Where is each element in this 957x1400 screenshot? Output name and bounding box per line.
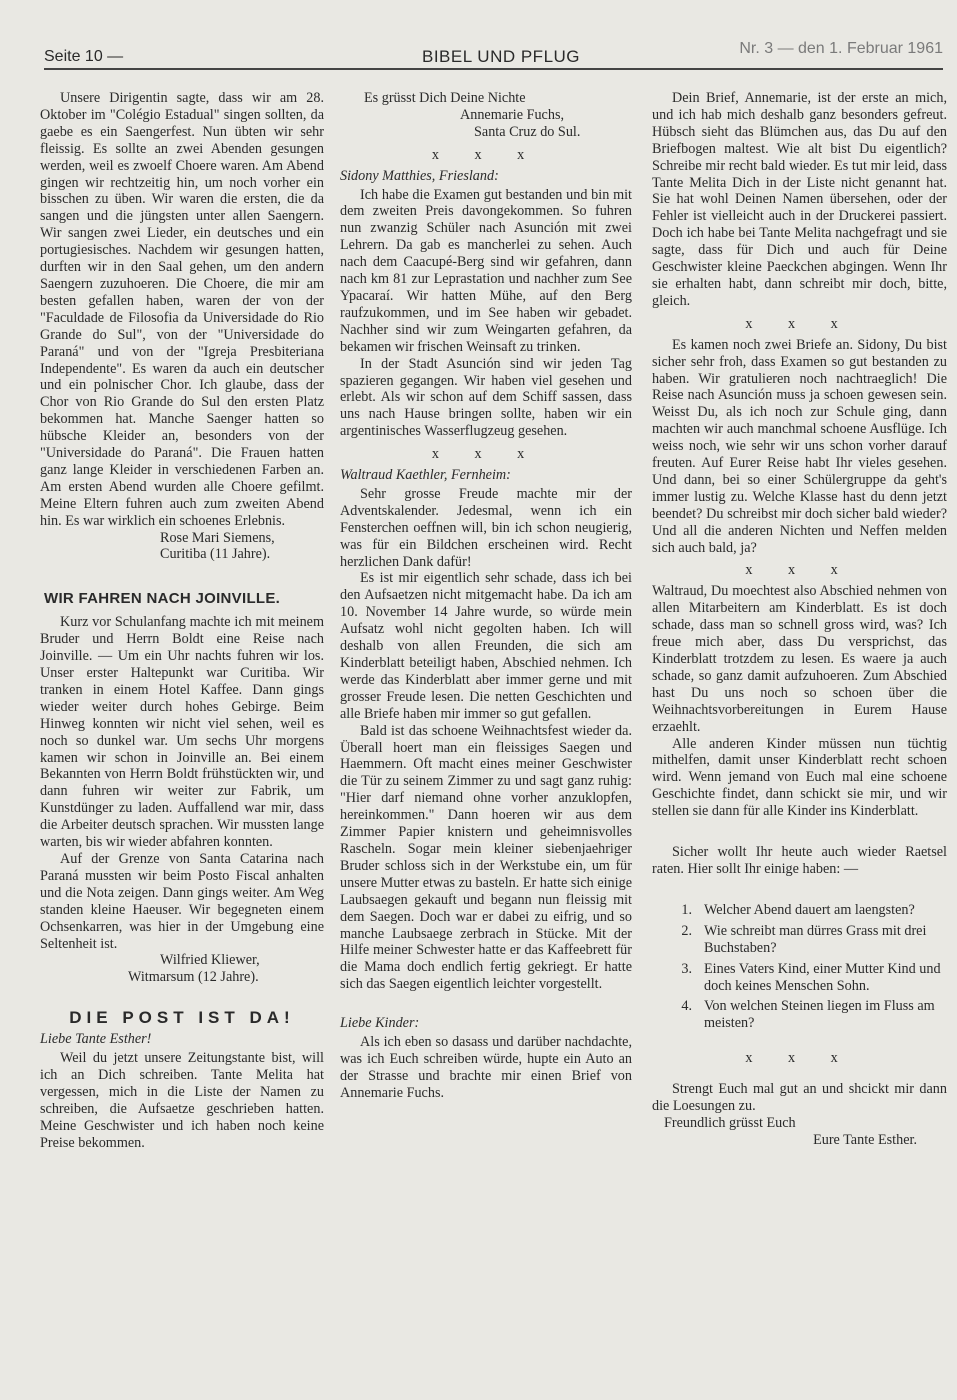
greeting-name: Annemarie Fuchs,	[460, 106, 565, 123]
letter-waltraud-1: Sehr grosse Freude machte mir der Adventskalender. Jedesmal, wenn ich ein Fensterchen oeffnen will, bin ich schon neugierig, was für ein Bildchen erscheinen wird. Recht herzlichen Dank dafür!	[340, 485, 632, 570]
story-saengerfest: Unsere Dirigentin sagte, dass wir am 28. Oktober im "Colégio Estadual" singen sollten, da gaebe es ein Saengerfest. Nun übten wir sehr fleissig. Es sollte an zwei Abenden gesungen werden, weil es zwoelf Choere waren. Am Abend gingen wir rechtzeitig hin, um noch vorher ein bisschen zu üben. Wir waren die ersten, die da sangen und die jüngsten unter allen Saengern. Wir sangen zwei Lieder, ein deutsches und ein portugiesisches. Nachdem wir gesungen hatten, durften wir in den Saal gehen, um den andern Saengern zuzuhoeren. Die Choere, die mir am besten gefallen haben, waren der von der "Faculdade de Filosofia da Universidade do Rio Grande do Sul", von der "Universidade do Paraná" und von der "Igreja Presbiteriana Independente". Es waren da auch ein deutscher und ein polnischer Chor. Ich glaube, dass der Chor von Rio Grande do Sul den ersten Platz bekommen hat. Manche Saenger hatten so hübsche Kleider an, besonders von der "Universidade do Paraná". Die Frauen hatten ganz lange Kleider in verschiedenen Farben an. Am ersten Abend wurden alle Choere gefilmt. Meine Eltern fuhren auch zum zweiten Abend hin. Es war wirklich ein schoenes Erlebnis.	[40, 90, 324, 529]
letter-waltraud-2: Es ist mir eigentlich sehr schade, dass ich bei den Aufsaetzen nicht mitgemacht habe. Da ich am 10. November 14 Jahre wurde, so würde mein Aufsatz wohl nicht gegolten haben. Ich will deshalb von allen Freunden, die sich am Kinderblatt beteiligt haben, Abschied nehmen. Ich werde das Kinderblatt aber immer gerne und mit grosser Freude lesen. Die netten Geschichten und alle Briefe haben mir immer so gut gefallen.	[340, 570, 632, 722]
letter-sidony-2: In der Stadt Asunción sind wir jeden Tag spazieren gegangen. Wir haben viel gesehen und erlebt. Als wir schon auf dem Schiff sassen, dass uns nach Hause bringen sollte, haben wir ein argentinisches Wasserflugzeug gesehen.	[340, 355, 632, 440]
riddle-item: 4. Von welchen Steinen liegen im Fluss am meisten?	[681, 998, 935, 1032]
separator: x x x	[745, 1050, 854, 1067]
letter-sidony: Ich habe die Examen gut bestanden und bin mit dem zweiten Preis davongekommen. So fuhren nun zwanzig Schüler nach Asunción mit zwei Lehrern. Da gab es mancherlei zu sehen. Auch nach dem Caacupé-Berg sind wir gefahren, dann nach km 81 zur Leprastation und nachher zum See Ypacaraí. Wir hatten Mühe, auf den Berg raufzukommen, und im See haben wir gebadet. Nachher sind wir zum Weingarten gefahren, da bekamen wir frischen Weinsaft zu trinken.	[340, 186, 632, 355]
salutation-kinder: Liebe Kinder:	[340, 1015, 420, 1032]
reply-all-children: Alle anderen Kinder müssen nun tüchtig mithelfen, damit unser Kinderblatt recht schoen wird. Wenn jemand von Euch mal eine schoene Geschichte findet, dann schickt sie mir, und wir stellen sie dann für alle Kinder ins Kinderblatt.	[652, 735, 947, 820]
heading-joinville: WIR FAHREN NACH JOINVILLE.	[44, 590, 281, 608]
reply-waltraud: Waltraud, Du moechtest also Abschied nehmen von allen Mitarbeitern am Kinderblatt. Es ist doch schade, dass man so schnell gross wird, was? Ich freue mich aber, dass Du versprichst, das Kinderblatt trotzdem zu lesen. Es waere ja auch schade, so ganz damit aufzuhoeren. Zum Abschied hast Du uns noch so schoen über die Weihnachtsvorbereitungen in Eurem Hause erzaehlt.	[652, 583, 947, 735]
signature-name: Rose Mari Siemens,	[160, 529, 275, 546]
issue-date: Nr. 3 — den 1. Februar 1961	[739, 40, 943, 57]
reply-intro: Als ich eben so dasass und darüber nachdachte, was ich Euch schreiben würde, hupte ein Auto an der Strasse und brachte mir einen Brief von Annemarie Fuchs.	[340, 1034, 632, 1101]
salutation: Liebe Tante Esther!	[40, 1031, 152, 1048]
sender-sidony: Sidony Matthies, Friesland:	[340, 167, 499, 184]
story-joinville-p1: Kurz vor Schulanfang machte ich mit meinem Bruder und Herrn Boldt eine Reise nach Joinville. — Um ein Uhr nachts fuhren wir los. Unser erster Haltepunkt war Curitiba. Wir tranken in einem Hotel Kaffee. Dann gings wieder weiter durch hohes Gebirge. Beim Hinweg konnten wir nicht viel sehen, weil es noch so dunkel war. Um sechs Uhr morgens kamen wir schon in Joinville an. Bei einem Bekannten von Herrn Boldt frühstückten wir, und dann fuhren wir weiter zur Fabrik, um Kunstdünger zu laden. Auffallend war mir, dass die Arbeiter deutsch sprachen. Wir mussten lange warten, bis wir wieder abfahren konnten.	[40, 614, 324, 851]
separator: x x x	[745, 315, 854, 332]
greeting-place: Santa Cruz do Sul.	[474, 123, 581, 140]
riddle-item: 2. Wie schreibt man dürres Grass mit drei Buchstaben?	[681, 922, 927, 956]
column-2	[340, 90, 632, 1102]
column-1	[40, 90, 324, 1151]
separator: x x x	[431, 146, 541, 163]
page-number: Seite 10 —	[44, 48, 124, 65]
page-header	[44, 40, 943, 70]
header-rule	[44, 68, 943, 70]
story-joinville-p2: Auf der Grenze von Santa Catarina nach Paraná mussten wir beim Posto Fiscal anhalten und die Nota zeigen. Dann gings weiter. Am Weg standen kleine Haeuser. Wir begegneten einem Ochsenkarren, was hier in der Umgebung eine Seltenheit ist.	[40, 850, 324, 952]
riddle-intro: Sicher wollt Ihr heute auch wieder Raetsel raten. Hier sollt Ihr einige haben: —	[652, 844, 947, 877]
sender-waltraud: Waltraud Kaethler, Fernheim:	[340, 467, 511, 484]
riddle-list	[652, 902, 947, 1032]
signature-name: Wilfried Kliewer,	[160, 952, 260, 969]
closing-greeting: Freundlich grüsst Euch	[664, 1114, 796, 1131]
closing-text: Strengt Euch mal gut an und shcickt mir dann die Loesungen zu.	[652, 1081, 947, 1115]
letter-waltraud-3: Bald ist das schoene Weihnachtsfest wieder da. Überall hoert man ein fleissiges Saegen und Haemmern. Oft macht eines meiner Geschwister die Tür zu seinem Zimmer zu und sagt ganz ruhig: "Hier darf niemand ohne vorher anzuklopfen, hereinkommen." Dann hoeren wir aus dem Zimmer Papier knistern und geheimnisvolles Rascheln. Sogar mein kleiner siebenjaehriger Bruder schloss sich in der Werkstube ein, um für unsere Mutter etwas zu basteln. Er hatte sich einige Laubsaegen gekauft und begann nun fleissig mit dem Saegen. Doch war er dabei zu eifrig, und so manche Laubsaege zerbrach in Stücke. Mit der Hilfe meiner Schwester hatte er das Kaffeebrett für die Mama doch endlich fertig gekriegt. Er hatte sich das Saegen eigentlich leichter vorgestellt.	[340, 722, 632, 993]
riddle-item: 1. Welcher Abend dauert am laengsten?	[681, 901, 915, 918]
separator: x x x	[745, 562, 854, 579]
signature-place: Curitiba (11 Jahre).	[160, 546, 271, 563]
closing-signature: Eure Tante Esther.	[813, 1131, 917, 1148]
publication-title: BIBEL UND PFLUG	[422, 47, 581, 66]
signature-place: Witmarsum (12 Jahre).	[128, 969, 259, 986]
separator: x x x	[431, 446, 541, 463]
letter-annemarie: Weil du jetzt unsere Zeitungstante bist, will ich an Dich schreiben. Tante Melita hat vergessen, mich in die Liste der Namen zu schreiben, die Aufsaetze geschrieben hatten. Meine Geschwister und ich haben noch keine Preise bekommen.	[40, 1050, 324, 1151]
greeting-line: Es grüsst Dich Deine Nichte	[364, 90, 526, 106]
reply-annemarie: Dein Brief, Annemarie, ist der erste an mich, und ich hab mich deshalb ganz besonders gefreut. Hübsch sieht das Blümchen aus, das Du auf den Briefbogen maltest. Wie alt bist Du eigentlich? Schreibe mir recht bald wieder. Es tut mir leid, dass Tante Melita Dich in der Liste nicht genannt hat. Sie hat wohl Deinen Namen übersehen, oder der Fehler ist vielleicht auch in der Druckerei passiert. Doch ich habe bei Tante Melita nachgefragt und sie sagte, dass für Dich und auch für Deine Geschwister kleine Paeckchen abgingen. Wenn Ihr sie erhalten habt, dann schreibt mir doch, bitte, gleich.	[652, 90, 947, 309]
reply-sidony: Es kamen noch zwei Briefe an. Sidony, Du bist sicher sehr froh, dass Examen so gut bestanden zu haben. Wir gratulieren noch nachtraeglich! Die Reise nach Asunción muss ja schoen gewesen sein. Weisst Du, als ich noch zur Schule ging, dann machten wir auch manchmal schoene Ausflüge. Ich weiss noch, wie sehr wir uns schon vorher darauf freuten. Auf Eurer Reise habt Ihr vieles gesehen. Und dann, bei so einer Schülergruppe da geht's immer lustig zu. Welche Klasse hast du denn jetzt beendet? Du schreibst mir doch sicher bald wieder? Und all die anderen Nichten und Neffen melden sich auch bald, ja?	[652, 336, 947, 556]
heading-post: DIE POST IST DA!	[69, 1008, 295, 1028]
riddle-item: 3. Eines Vaters Kind, einer Mutter Kind und doch keines Menschen Sohn.	[681, 960, 941, 994]
column-3	[652, 90, 947, 1149]
